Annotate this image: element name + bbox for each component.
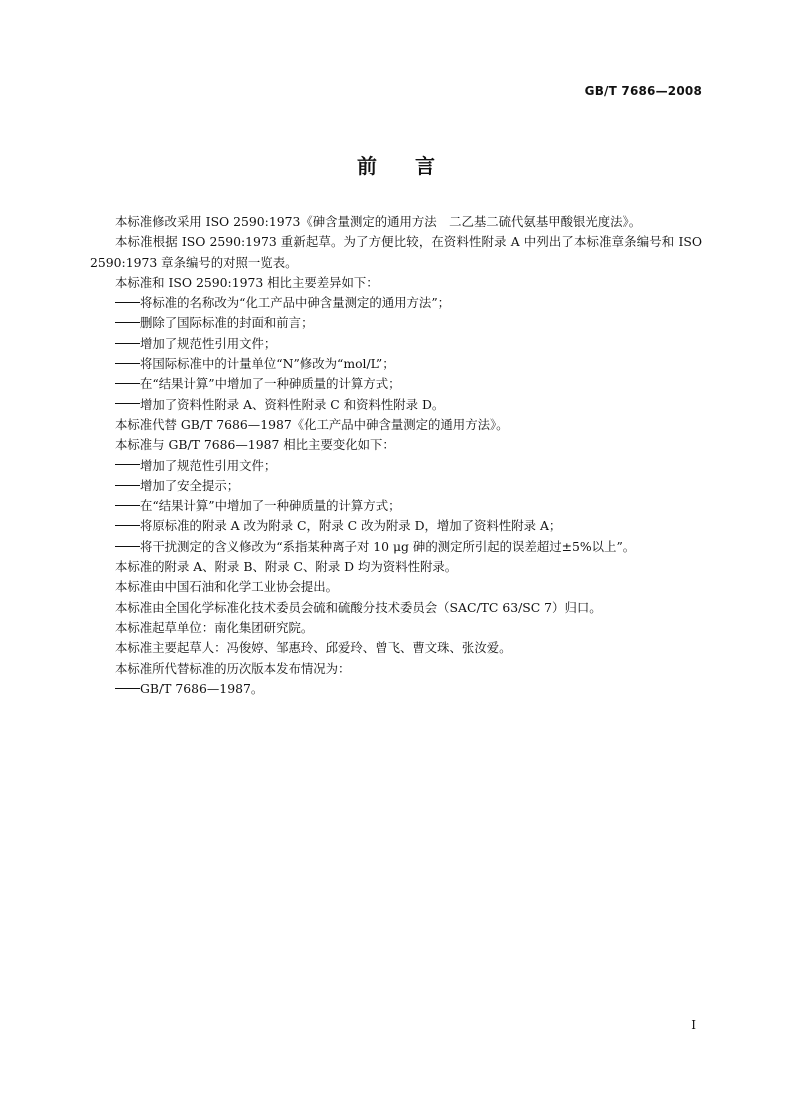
paragraph-text: 将干扰测定的含义修改为“系指某种离子对 10 μg 砷的测定所引起的误差超过±5%以上”。	[140, 538, 636, 554]
body-paragraph	[90, 212, 702, 232]
paragraph-text: 增加了资料性附录 A、资料性附录 C 和资料性附录 D。	[140, 396, 445, 412]
body-paragraph	[90, 415, 702, 435]
paragraph-text: 本标准和 ISO 2590:1973 相比主要差异如下：	[115, 274, 379, 290]
body-paragraph	[90, 577, 702, 597]
dash-list-item	[90, 313, 702, 333]
body-paragraph	[90, 598, 702, 618]
dash-list-item	[90, 374, 702, 394]
paragraph-text: 本标准代替 GB/T 7686—1987《化工产品中砷含量测定的通用方法》。	[115, 416, 509, 432]
paragraph-text: 本标准由中国石油和化学工业协会提出。	[115, 579, 339, 595]
foreword-body	[90, 212, 702, 699]
paragraph-text: 本标准由全国化学标准化技术委员会硫和硫酸分技术委员会（SAC/TC 63/SC 7）归口。	[115, 599, 602, 615]
dash-list-item	[90, 293, 702, 313]
paragraph-text: 本标准修改采用 ISO 2590:1973《砷含量测定的通用方法 二乙基二硫代氨基甲酸银光度法》。	[115, 214, 642, 229]
paragraph-text: 增加了规范性引用文件；	[140, 457, 277, 473]
body-paragraph	[90, 638, 702, 658]
paragraph-text: 在“结果计算”中增加了一种砷质量的计算方式；	[140, 376, 401, 392]
paragraph-text: 增加了规范性引用文件；	[140, 335, 277, 351]
paragraph-text: 将标准的名称改为“化工产品中砷含量测定的通用方法”；	[140, 295, 451, 311]
paragraph-text: 在“结果计算”中增加了一种砷质量的计算方式；	[140, 498, 401, 514]
paragraph-text: 本标准所代替标准的历次版本发布情况为：	[115, 660, 351, 676]
paragraph-text: 增加了安全提示；	[140, 477, 240, 493]
paragraph-text: 将原标准的附录 A 改为附录 C，附录 C 改为附录 D，增加了资料性附录 A；	[140, 518, 562, 534]
paragraph-text: GB/T 7686—1987。	[140, 680, 264, 696]
page-title: 前言	[357, 154, 473, 178]
standard-number: GB/T 7686—2008	[584, 84, 702, 98]
dash-list-item	[90, 679, 702, 699]
dash-list-item	[90, 354, 702, 374]
paragraph-text: 本标准主要起草人：冯俊婷、邹惠玲、邱爱玲、曾飞、曹文珠、张汝爱。	[115, 640, 512, 656]
body-paragraph	[90, 232, 702, 273]
paragraph-text: 本标准起草单位：南化集团研究院。	[115, 619, 314, 635]
body-paragraph	[90, 618, 702, 638]
body-paragraph	[90, 435, 702, 455]
dash-list-item	[90, 496, 702, 516]
body-paragraph	[90, 659, 702, 679]
paragraph-text: 删除了国际标准的封面和前言；	[140, 315, 314, 331]
dash-list-item	[90, 395, 702, 415]
dash-list-item	[90, 516, 702, 536]
body-paragraph	[90, 557, 702, 577]
dash-list-item	[90, 456, 702, 476]
dash-list-item	[90, 476, 702, 496]
paragraph-text: 本标准根据 ISO 2590:1973 重新起草。为了方便比较，在资料性附录 A 中列出了本标准章条编号和 ISO 2590:1973 章条编号的对照一览表。	[90, 234, 702, 270]
body-paragraph	[90, 273, 702, 293]
paragraph-text: 本标准的附录 A、附录 B、附录 C、附录 D 均为资料性附录。	[115, 559, 458, 575]
paragraph-text: 本标准与 GB/T 7686—1987 相比主要变化如下：	[115, 437, 395, 453]
paragraph-text: 将国际标准中的计量单位“N”修改为“mol/L”；	[140, 356, 395, 372]
dash-list-item	[90, 334, 702, 354]
dash-list-item	[90, 537, 702, 557]
page-number: I	[691, 1018, 696, 1032]
